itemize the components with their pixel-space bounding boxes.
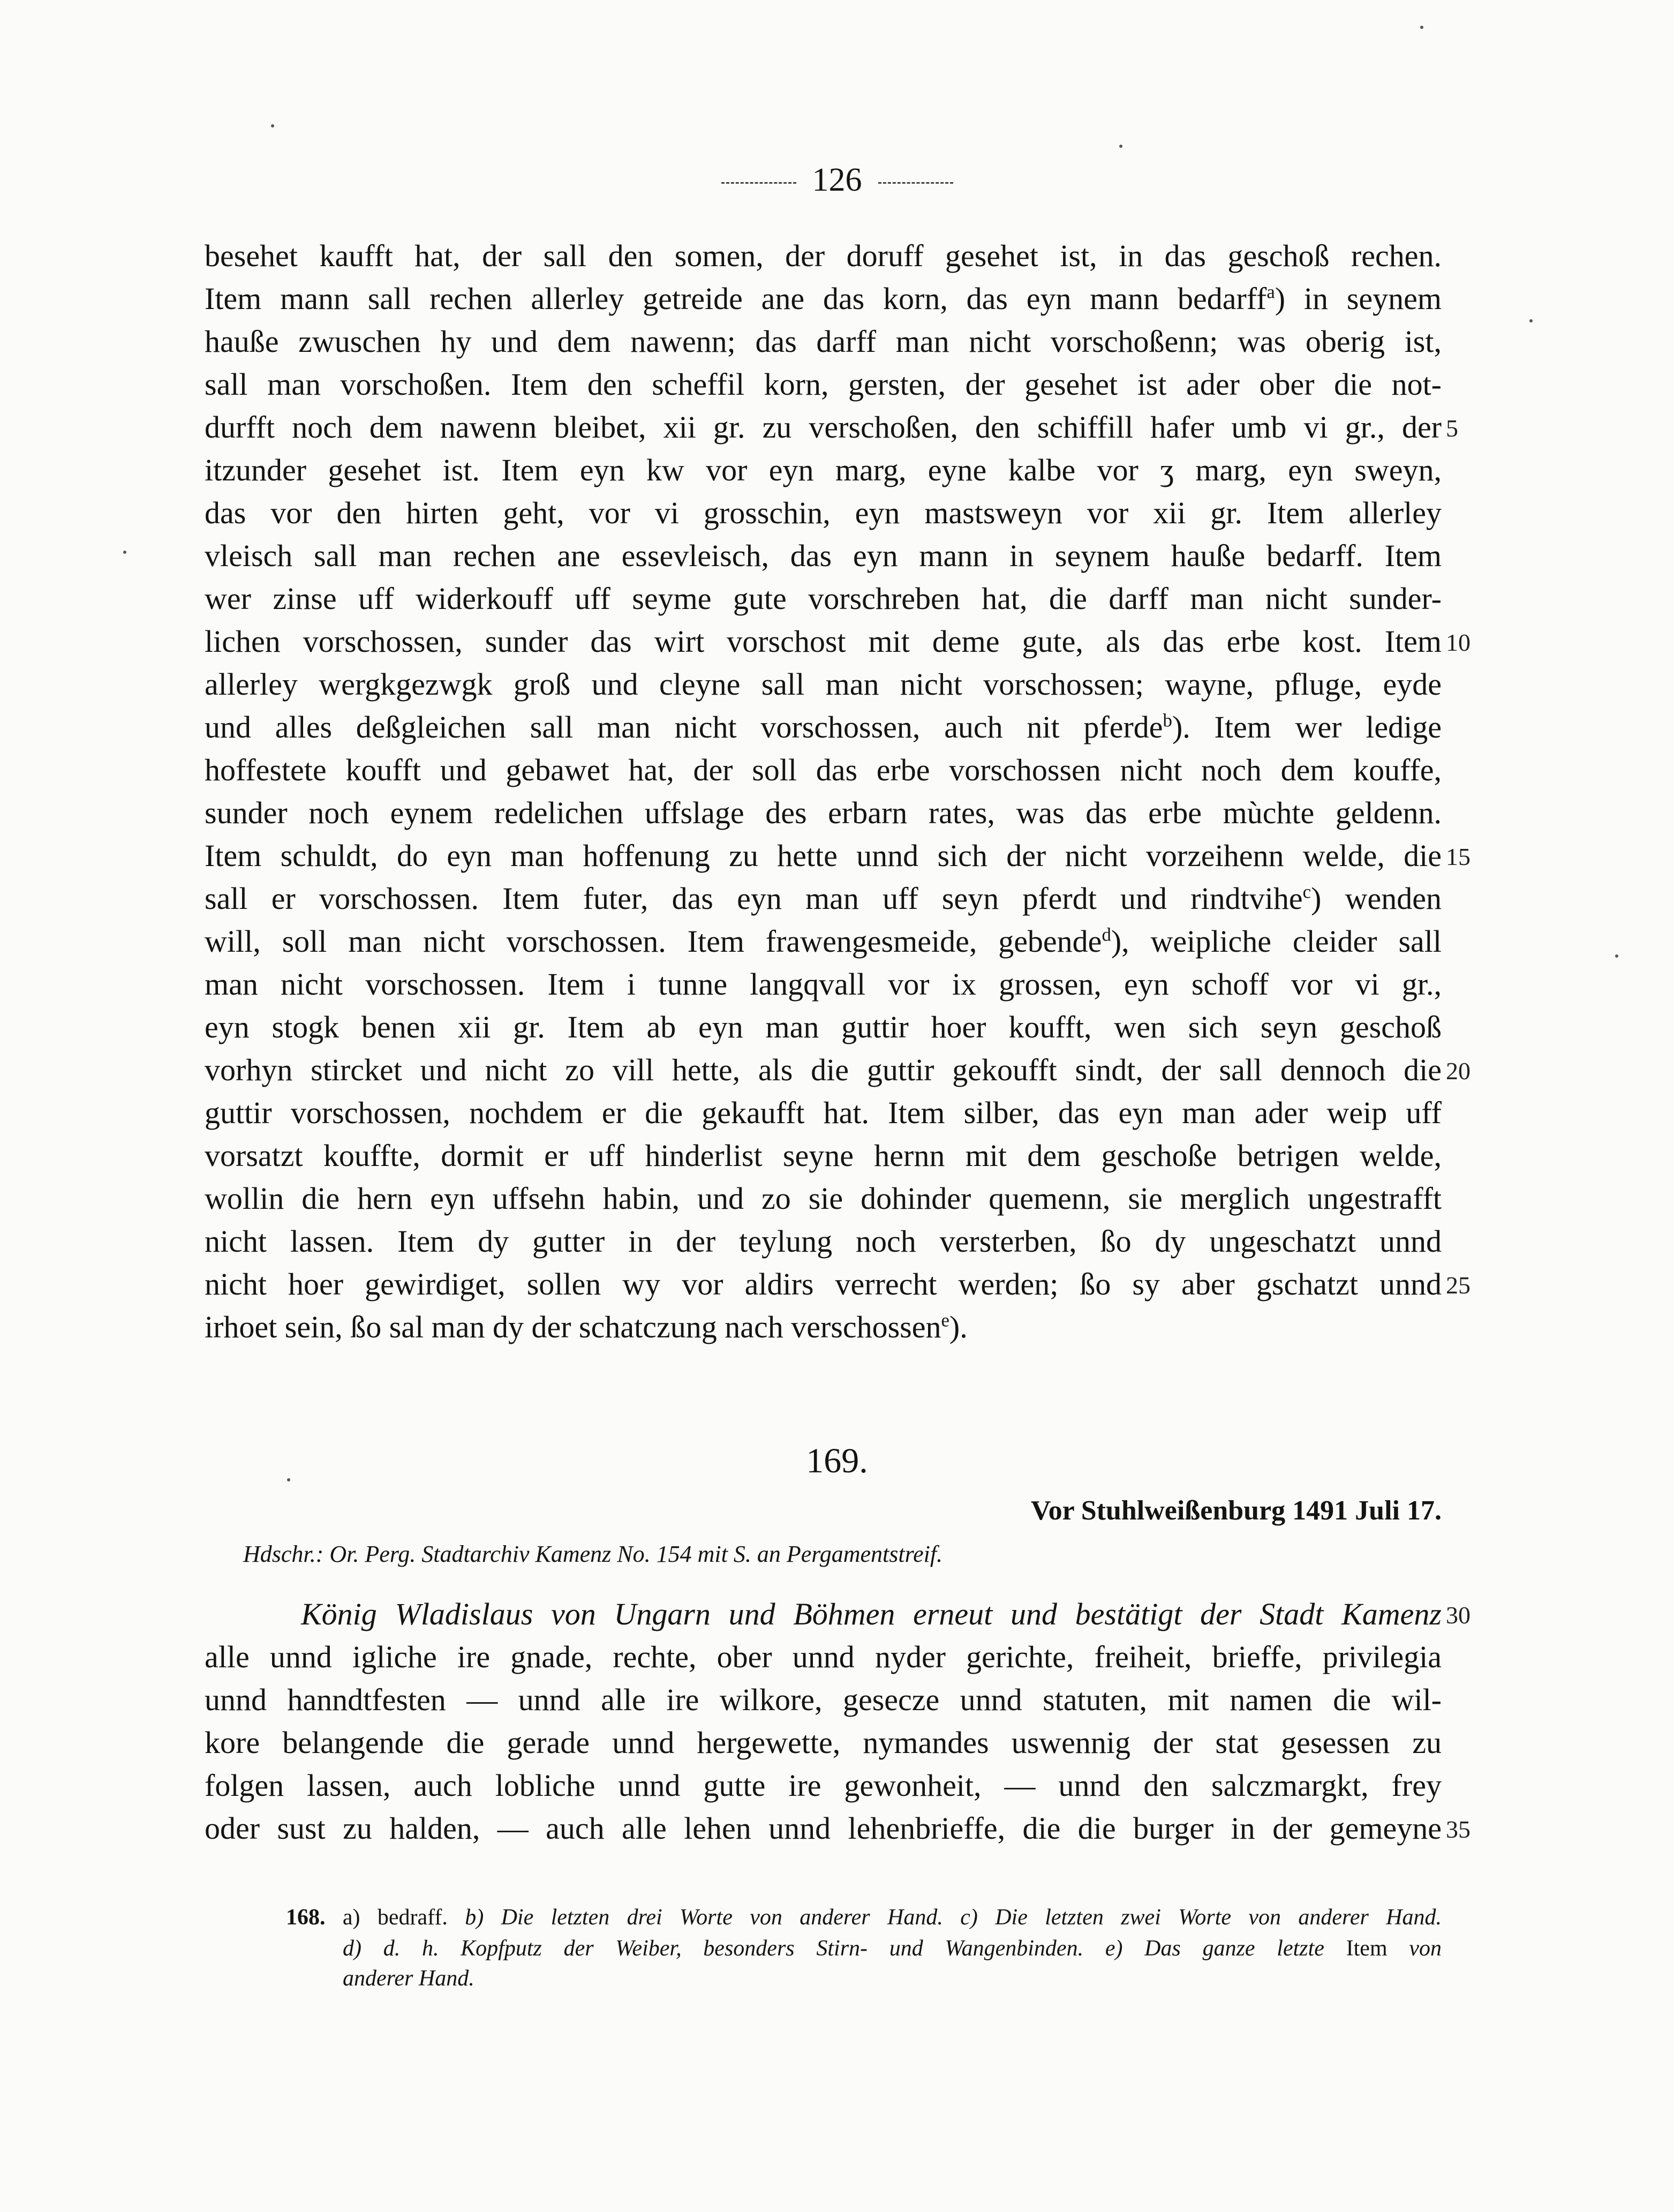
text-line: [205, 706, 1442, 749]
scan-speck: [287, 1478, 290, 1481]
footnote-marker: d: [1102, 924, 1111, 945]
source-note: Hdschr.: Or. Perg. Stadtarchiv Kamenz No. 154 mit S. an Pergamentstreif.: [243, 1541, 943, 1567]
text-segment: will, soll man nicht vorschossen. Item frawengesmeide, gebende: [205, 924, 1102, 959]
regest-line: alle unnd igliche ire gnade, rechte, ober unnd nyder gerichte, freiheit, brieffe, privilegia: [205, 1639, 1442, 1674]
text-segment: ), weipliche cleider sall: [1111, 924, 1442, 959]
text-segment: sall er vorschossen. Item futer, das eyn man uff seyn pferdt und rindtvihe: [205, 881, 1303, 916]
text-line: sall man vorschoßen. Item den scheffil korn, gersten, der gesehet ist ader ober die not-: [205, 367, 1442, 402]
header-rule-right: [878, 182, 953, 184]
text-line: nicht lassen. Item dy gutter in der teylung noch versterben, ßo dy ungeschatzt unnd: [205, 1224, 1442, 1259]
footnote-line: [343, 1933, 1442, 1963]
document-number: 169.: [806, 1441, 868, 1480]
footnote-marker: e: [941, 1310, 949, 1331]
text-line: nicht hoer gewirdiget, sollen wy vor aldirs verrecht werden; ßo sy aber gschatzt unnd: [205, 1267, 1442, 1301]
regest-line: unnd hanndtfesten — unnd alle ire wilkore, gesecze unnd statuten, mit namen die wil-: [205, 1682, 1442, 1717]
text-line: durfft noch dem nawenn bleibet, xii gr. zu verschoßen, den schiffill hafer umb vi gr., der: [205, 410, 1442, 445]
text-segment: ). Item wer ledige: [1172, 710, 1442, 744]
footnote-e: e) Das ganze letzte: [1105, 1936, 1324, 1961]
text-line: lichen vorschossen, sunder das wirt vorschost mit deme gute, als das erbe kost. Item: [205, 624, 1442, 659]
regest-line: König Wladislaus von Ungarn und Böhmen erneut und bestätigt der Stadt Kamenz: [301, 1597, 1442, 1631]
scan-speck: [1420, 26, 1423, 29]
text-line: vorsatzt kouffte, dormit er uff hinderlist seyne hernn mit dem geschoße betrigen welde,: [205, 1138, 1442, 1173]
line-number: 35: [1446, 1816, 1471, 1843]
scan-speck: [1615, 954, 1618, 958]
line-number: 20: [1446, 1057, 1471, 1085]
text-segment: ) in seynem: [1275, 281, 1442, 316]
scan-speck: [271, 124, 274, 127]
footnote-marker: c: [1302, 881, 1311, 902]
footnote-line: [343, 1963, 664, 1993]
line-number: 15: [1446, 843, 1471, 870]
text-line: vorhyn stircket und nicht zo vill hette, als die guttir gekoufft sindt, der sall dennoch die: [205, 1052, 1442, 1087]
text-line: [205, 920, 1442, 963]
footnote-e-tail: von: [1409, 1936, 1442, 1961]
text-line: besehet kaufft hat, der sall den somen, der doruff gesehet ist, in das geschoß rechen.: [205, 238, 1442, 273]
line-number: 10: [1446, 629, 1471, 656]
text-segment: und alles deßgleichen sall man nicht vorschossen, auch nit pferde: [205, 710, 1163, 744]
page-number: 126: [812, 162, 862, 198]
document-date: Vor Stuhlweißenburg 1491 Juli 17.: [1030, 1495, 1442, 1526]
text-segment: ).: [949, 1310, 968, 1344]
text-line: wer zinse uff widerkouff uff seyme gute vorschreben hat, die darff man nicht sunder-: [205, 581, 1442, 616]
footnote-marker: b: [1163, 710, 1172, 731]
scan-speck: [1119, 145, 1122, 148]
footnote-a: a) bedraff.: [342, 1905, 448, 1930]
text-line: [205, 277, 1442, 320]
text-line: hoffestete koufft und gebawet hat, der soll das erbe vorschossen nicht noch dem kouffe,: [205, 753, 1442, 787]
line-number: 30: [1446, 1601, 1471, 1629]
text-line: [205, 1306, 1442, 1349]
line-number: 25: [1446, 1271, 1471, 1299]
text-line: sunder noch eynem redelichen uffslage des erbarn rates, was das erbe mùchte geldenn.: [205, 795, 1442, 830]
scan-speck: [1529, 319, 1533, 322]
footnote-d: d) d. h. Kopfputz der Weiber, besonders Stirn- und Wangenbinden.: [343, 1936, 1084, 1961]
text-line: wollin die hern eyn uffsehn habin, und zo sie dohinder quemenn, sie merglich ungestrafft: [205, 1181, 1442, 1216]
page-header: [0, 159, 1674, 201]
regest-line: kore belangende die gerade unnd hergewette, nymandes uswennig der stat gesessen zu: [205, 1725, 1442, 1760]
text-line: das vor den hirten geht, vor vi grosschin, eyn mastsweyn vor xii gr. Item allerley: [205, 495, 1442, 530]
text-line: itzunder gesehet ist. Item eyn kw vor eyn marg, eyne kalbe vor ʒ marg, eyn sweyn,: [205, 453, 1442, 487]
footnote-line: [286, 1902, 1442, 1932]
footnote-e-word: Item: [1346, 1936, 1388, 1961]
regest-line: folgen lassen, auch lobliche unnd gutte ire gewonheit, — unnd den salczmargkt, frey: [205, 1768, 1442, 1803]
text-line: eyn stogk benen xii gr. Item ab eyn man guttir hoer koufft, wen sich seyn geschoß: [205, 1010, 1442, 1044]
text-line: [205, 877, 1442, 920]
text-segment: irhoet sein, ßo sal man dy der schatczung nach verschossen: [205, 1310, 941, 1344]
text-line: hauße zwuschen hy und dem nawenn; das darff man nicht vorschoßenn; was oberig ist,: [205, 324, 1442, 359]
footnote-label: 168.: [286, 1905, 326, 1930]
footnote-c: c) Die letzten zwei Worte von anderer Hand.: [960, 1905, 1442, 1930]
text-line: man nicht vorschossen. Item i tunne langqvall vor ix grossen, eyn schoff vor vi gr.,: [205, 967, 1442, 1002]
line-number: 5: [1446, 415, 1458, 442]
footnote-b: b) Die letzten drei Worte von anderer Hand.: [465, 1905, 943, 1930]
text-line: Item schuldt, do eyn man hoffenung zu hette unnd sich der nicht vorzeihenn welde, die: [205, 838, 1442, 873]
footnote-marker: a: [1266, 281, 1275, 303]
text-line: vleisch sall man rechen ane essevleisch, das eyn mann in seynem hauße bedarff. Item: [205, 538, 1442, 573]
text-line: guttir vorschossen, nochdem er die gekaufft hat. Item silber, das eyn man ader weip uff: [205, 1095, 1442, 1130]
scan-speck: [123, 551, 126, 554]
regest-line: oder sust zu halden, — auch alle lehen unnd lehenbrieffe, die die burger in der gemeyne: [205, 1811, 1442, 1846]
footnote-e-continuation: anderer Hand.: [343, 1966, 474, 1991]
header-rule-left: [721, 182, 796, 184]
text-segment: ) wenden: [1311, 881, 1442, 916]
text-line: allerley wergkgezwgk groß und cleyne sall man nicht vorschossen; wayne, pfluge, eyde: [205, 667, 1442, 702]
text-segment: Item mann sall rechen allerley getreide ane das korn, das eyn mann bedarff: [205, 281, 1267, 316]
